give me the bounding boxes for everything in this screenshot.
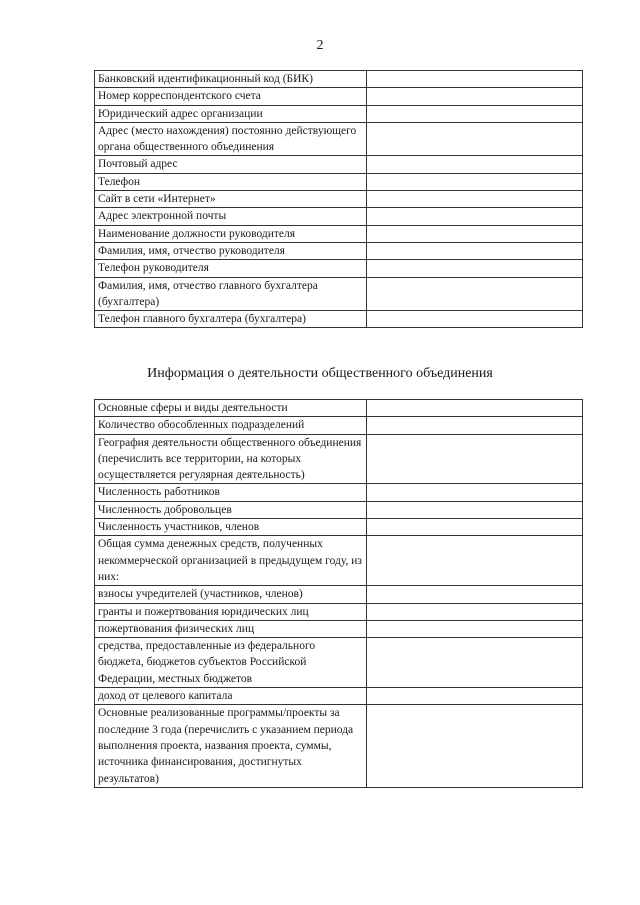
section-heading: Информация о деятельности общественного объединения xyxy=(147,366,493,381)
row-value[interactable] xyxy=(366,173,582,190)
row-value[interactable] xyxy=(366,191,582,208)
table-row xyxy=(95,434,583,484)
table-row xyxy=(95,191,583,208)
row-value[interactable] xyxy=(366,105,582,122)
row-label: Наименование должности руководителя xyxy=(95,225,367,242)
row-value[interactable] xyxy=(366,586,582,603)
table-row xyxy=(95,638,583,688)
row-label: Общая сумма денежных средств, полученных некоммерческой организацией в предыдущем году, из них: xyxy=(95,536,367,586)
row-label: Юридический адрес организации xyxy=(95,105,367,122)
row-value[interactable] xyxy=(366,400,582,417)
row-label: Адрес (место нахождения) постоянно действующего органа общественного объединения xyxy=(95,122,367,156)
table-row xyxy=(95,705,583,787)
row-label: География деятельности общественного объединения (перечислить все территории, на которых осуществляется регулярная деятельность) xyxy=(95,434,367,484)
row-label: гранты и пожертвования юридических лиц xyxy=(95,603,367,620)
page-number: 2 xyxy=(316,38,324,53)
row-label: Почтовый адрес xyxy=(95,156,367,173)
row-label: пожертвования физических лиц xyxy=(95,620,367,637)
row-label: средства, предоставленные из федерального бюджета, бюджетов субъектов Российской Федерации, местных бюджетов xyxy=(95,638,367,688)
organization-details-table xyxy=(94,70,583,328)
table-row xyxy=(95,88,583,105)
row-label: Телефон руководителя xyxy=(95,260,367,277)
activity-info-table xyxy=(94,399,583,788)
row-label: Численность добровольцев xyxy=(95,501,367,518)
table-row xyxy=(95,156,583,173)
row-value[interactable] xyxy=(366,484,582,501)
row-label: Основные сферы и виды деятельности xyxy=(95,400,367,417)
row-label: Адрес электронной почты xyxy=(95,208,367,225)
row-value[interactable] xyxy=(366,88,582,105)
row-value[interactable] xyxy=(366,225,582,242)
table-row xyxy=(95,688,583,705)
row-value[interactable] xyxy=(366,417,582,434)
row-label: Основные реализованные программы/проекты за последние 3 года (перечислить с указанием периода выполнения проекта, названия проекта, суммы, источника финансирования, достигнутых результатов) xyxy=(95,705,367,787)
row-label: доход от целевого капитала xyxy=(95,688,367,705)
table-row xyxy=(95,536,583,586)
row-value[interactable] xyxy=(366,311,582,328)
row-value[interactable] xyxy=(366,260,582,277)
row-value[interactable] xyxy=(366,519,582,536)
table-row xyxy=(95,242,583,259)
row-label: Банковский идентификационный код (БИК) xyxy=(95,71,367,88)
row-label: Фамилия, имя, отчество главного бухгалтера (бухгалтера) xyxy=(95,277,367,311)
table-row xyxy=(95,501,583,518)
row-label: Телефон xyxy=(95,173,367,190)
table-row xyxy=(95,417,583,434)
row-label: Телефон главного бухгалтера (бухгалтера) xyxy=(95,311,367,328)
table-row xyxy=(95,603,583,620)
table-row xyxy=(95,122,583,156)
row-value[interactable] xyxy=(366,71,582,88)
table-row xyxy=(95,173,583,190)
table-row xyxy=(95,277,583,311)
row-value[interactable] xyxy=(366,620,582,637)
table-row xyxy=(95,71,583,88)
row-value[interactable] xyxy=(366,277,582,311)
row-value[interactable] xyxy=(366,688,582,705)
table-row xyxy=(95,400,583,417)
row-value[interactable] xyxy=(366,638,582,688)
row-value[interactable] xyxy=(366,603,582,620)
table-row xyxy=(95,260,583,277)
table-row xyxy=(95,620,583,637)
row-value[interactable] xyxy=(366,434,582,484)
table-row xyxy=(95,208,583,225)
row-value[interactable] xyxy=(366,208,582,225)
row-label: Фамилия, имя, отчество руководителя xyxy=(95,242,367,259)
table-row xyxy=(95,586,583,603)
row-label: Численность участников, членов xyxy=(95,519,367,536)
table-row xyxy=(95,311,583,328)
row-value[interactable] xyxy=(366,536,582,586)
row-label: Численность работников xyxy=(95,484,367,501)
table-row xyxy=(95,484,583,501)
table-row xyxy=(95,225,583,242)
row-value[interactable] xyxy=(366,705,582,787)
row-value[interactable] xyxy=(366,156,582,173)
row-value[interactable] xyxy=(366,122,582,156)
row-value[interactable] xyxy=(366,242,582,259)
row-label: Номер корреспондентского счета xyxy=(95,88,367,105)
row-label: Количество обособленных подразделений xyxy=(95,417,367,434)
row-value[interactable] xyxy=(366,501,582,518)
row-label: взносы учредителей (участников, членов) xyxy=(95,586,367,603)
table-row xyxy=(95,105,583,122)
row-label: Сайт в сети «Интернет» xyxy=(95,191,367,208)
table-row xyxy=(95,519,583,536)
